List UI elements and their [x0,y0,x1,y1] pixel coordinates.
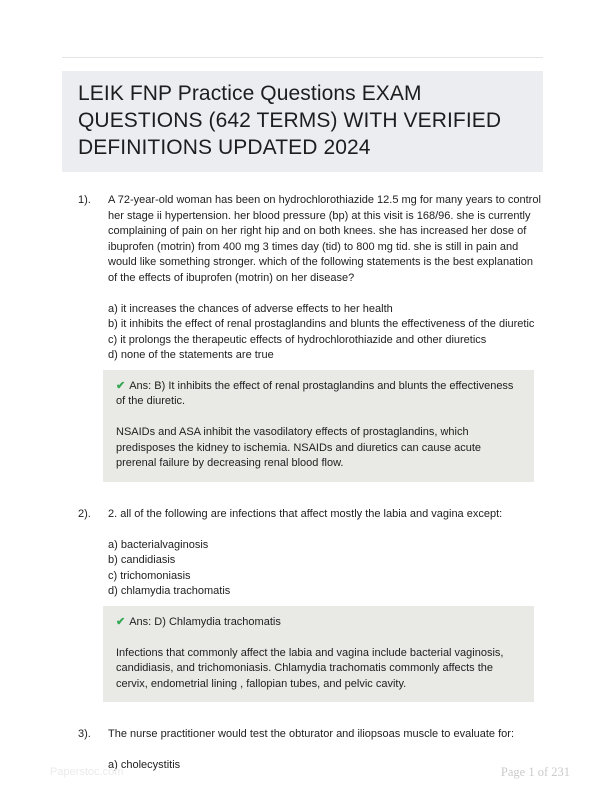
answer-label [116,615,521,631]
answer-explanation: NSAIDs and ASA inhibit the vasodilatory effects of prostaglandins, which predisposes the kidney to ischemia. NSAIDs and diuretics can cause acute prerenal failure by decreasing renal blood flow. [116,426,482,469]
option-item-d: d) chlamydia trachomatis [108,585,231,597]
option-list [108,538,543,600]
question-item-3 [62,727,543,774]
page-content [62,57,543,799]
document-title: LEIK FNP Practice Questions EXAM QUESTIONS (642 TERMS) WITH VERIFIED DEFINITIONS UPDATED 2024 [78,82,502,159]
question-body [108,727,543,774]
answer-label-text: Ans: D) Chlamydia trachomatis [129,615,281,628]
answer-label-text: Ans: B) It inhibits the effect of renal prostaglandins and blunts the effectiveness of the diuretic. [116,379,514,407]
question-number: 2). [78,507,91,520]
question-text: The nurse practitioner would test the obturator and iliopsoas muscle to evaluate for: [108,728,515,740]
answer-box [103,606,534,703]
question-body [108,193,543,482]
question-number: 1). [78,194,91,206]
option-item-c: c) trichomoniasis [108,569,191,582]
footer-watermark: Paperstoc.com [50,766,124,778]
check-icon: ✔ [116,379,126,392]
option-list [108,758,543,774]
option-item-b: b) candidiasis [108,554,176,566]
answer-explanation: Infections that commonly affect the labia and vagina include bacterial vaginosis, candidiasis, and trichomoniasis. Chlamydia trachomatis commonly affects the cervix, endometrial lining , fallopian tubes, and pelvic cavity. [116,646,504,690]
check-icon: ✔ [116,615,126,628]
question-number: 3). [78,728,91,740]
question-text: 2. all of the following are infections that affect mostly the labia and vagina except: [108,507,503,520]
header-divider [62,57,543,58]
document-title-box [62,71,543,172]
option-list [108,302,543,364]
question-item-2 [62,507,543,703]
option-item-a: a) bacterialvaginosis [108,538,209,551]
question-text: A 72-year-old woman has been on hydrochlorothiazide 12.5 mg for many years to control her stage ii hypertension. her blood pressure (bp) at this visit is 168/96. she is currently complaining of pain on her right hip and on both knees. she has increased her dose of ibuprofen (motrin) from 400 mg 3 times day (tid) to 800 mg tid. she is still in pain and would like something stronger. which of the following statements is the best explanation of the effects of ibuprofen (motrin) on her disease? [108,194,541,284]
option-item-b: b) it inhibits the effect of renal prostaglandins and blunts the effectiveness of the diuretic [108,318,535,330]
answer-label [116,379,521,410]
question-list [62,193,543,774]
question-item-1 [62,193,543,482]
option-item-d: d) none of the statements are true [108,349,274,361]
footer-page-indicator: Page 1 of 231 [500,765,570,779]
question-body [108,507,543,703]
option-item-c: c) it prolongs the therapeutic effects of hydrochlorothiazide and other diuretics [108,333,487,346]
option-item-a: a) it increases the chances of adverse effects to her health [108,302,393,315]
answer-box [103,370,534,482]
option-item-a: a) cholecystitis [108,759,181,771]
